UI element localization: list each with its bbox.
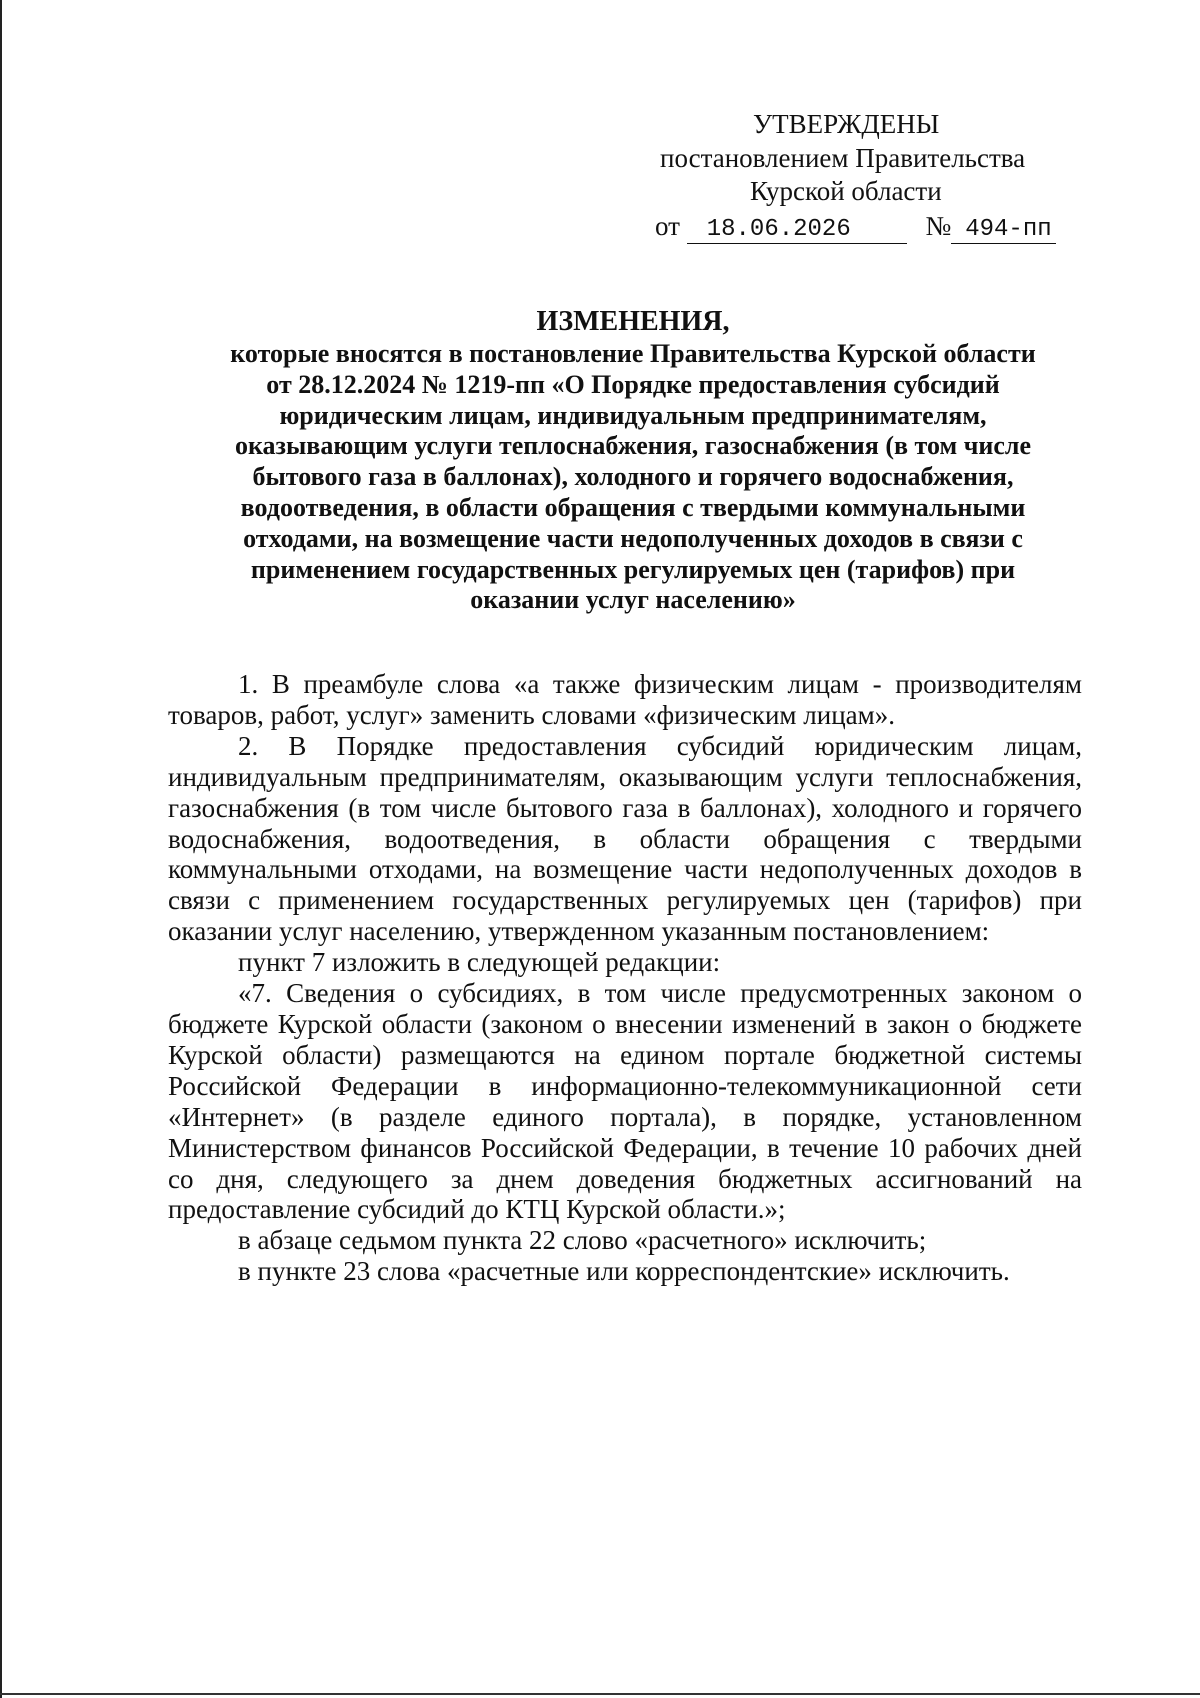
approval-heading: УТВЕРЖДЕНЫ [753,109,940,139]
subtitle-line: которые вносятся в постановление Правительства Курской области [230,339,1036,368]
number-prefix: № [925,211,952,241]
subtitle-line: юридическим лицам, индивидуальным предпринимателям, [279,400,987,430]
resolution-date: 18.06.2026 [687,217,907,244]
page-edge-left [0,0,2,1698]
paragraph-item-1: 1. В преамбуле слова «а также физическим лицам - производителям товаров, работ, услуг» заменить словами «физическим лицам». [168,669,1082,730]
approval-resolution: постановлением Правительства [660,143,1026,173]
approval-date-number [655,210,1055,244]
approval-region: Курской области [750,176,942,206]
document-body [168,669,1082,1287]
subtitle-line: оказывающим услуги теплоснабжения, газоснабжения (в том числе [234,431,1032,461]
document-title: ИЗМЕНЕНИЯ, [536,306,730,337]
paragraph-point-7-intro: пункт 7 изложить в следующей редакции: [238,947,721,978]
subtitle-line: от 28.12.2024 № 1219-пп «О Порядке предоставления субсидий [266,369,1000,399]
subtitle-line: бытового газа в баллонах), холодного и горячего водоснабжения, [252,462,1014,492]
subtitle-line: оказании услуг населению» [470,585,796,615]
paragraph-point-23: в пункте 23 слова «расчетные или корреспондентские» исключить. [238,1256,1010,1287]
paragraph-item-2: 2. В Порядке предоставления субсидий юридическим лицам, индивидуальным предпринимателям, оказывающим услуги теплоснабжения, газоснабжения (в том числе бытового газа в баллонах), холодного и горячего водоснабжения, водоотведения, в области обращения с твердыми коммунальными отходами, на возмещение части недополученных доходов в связи с применением государственных регулируемых цен (тарифов) при оказании услуг населению, утвержденном указанным постановлением: [168,730,1082,947]
date-prefix: от [655,211,680,241]
resolution-number: 494-пп [951,217,1056,244]
subtitle-line: водоотведения, в области обращения с твердыми коммунальными [240,492,1026,522]
paragraph-point-22: в абзаце седьмом пункта 22 слово «расчетного» исключить; [238,1225,927,1256]
document-heading [168,305,1098,616]
page-edge-bottom [0,1693,1200,1695]
document-subtitle [168,339,1098,616]
subtitle-line: отходами, на возмещение части недополученных доходов в связи с [243,523,1023,553]
paragraph-point-7-text: «7. Сведения о субсидиях, в том числе предусмотренных законом о бюджете Курской области (законом о внесении изменений в закон о бюджете Курской области) размещаются на едином портале бюджетной системы Российской Федерации в информационно-телекоммуникационной сети «Интернет» (в разделе единого портала), в порядке, установленном Министерством финансов Российской Федерации, в течение 10 рабочих дней со дня, следующего за днем доведения бюджетных ассигнований на предоставление субсидий до КТЦ Курской области.»; [168,978,1082,1225]
subtitle-line: применением государственных регулируемых цен (тарифов) при [250,554,1016,584]
